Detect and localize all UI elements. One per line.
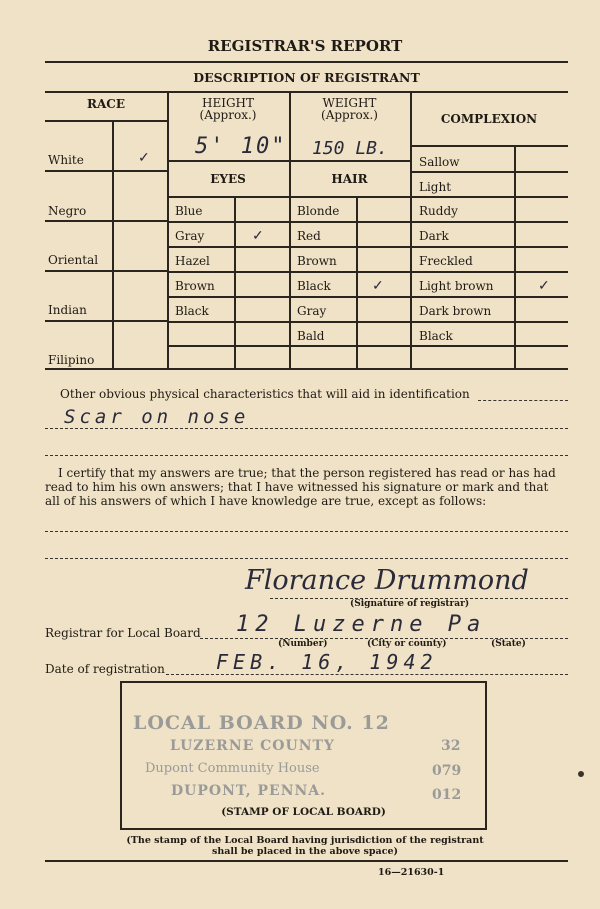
race-option-indian: Indian [48,303,87,317]
paper-blemish [578,771,584,777]
local-board-value: 12 Luzerne Pa [236,612,487,637]
stamp-line-2: LUZERNE COUNTY [170,738,335,754]
hair-option-brown: Brown [297,254,337,268]
hair-option-gray: Gray [297,304,327,318]
eyes-option-hazel: Hazel [175,254,210,268]
date-label: Date of registration [45,662,165,676]
complexion-option-black: Black [419,329,453,343]
hair-option-black: Black [297,279,331,293]
stamp-caption: (STAMP OF LOCAL BOARD) [221,806,386,818]
eyes-header: EYES [210,172,246,186]
weight-value: 150 LB. [312,138,388,159]
hair-option-bald: Bald [297,329,325,343]
stamp-note-line-2: shall be placed in the above space) [211,846,399,857]
hair-header: HAIR [331,172,368,186]
stamp-line-1: LOCAL BOARD NO. 12 [133,712,390,734]
stamp-line-3-code: 079 [432,763,462,779]
eyes-option-blue: Blue [175,204,203,218]
state-caption: (State) [491,639,526,649]
complexion-option-ruddy: Ruddy [419,204,458,218]
stamp-line-4-code: 012 [432,787,462,803]
complexion-option-light-brown: Light brown [419,279,494,293]
local-board-label: Registrar for Local Board [45,626,201,640]
other-characteristics-label: Other obvious physical characteristics that will aid in identification [60,387,470,401]
stamp-line-3: Dupont Community House [145,761,320,776]
signature-caption: (Signature of registrar) [350,599,470,609]
height-sub: (Approx.) [199,108,257,122]
stamp-line-2-code: 32 [441,738,461,754]
race-header: RACE [87,97,125,111]
eyes-option-gray: Gray [175,229,205,243]
stamp-line-4: DUPONT, PENNA. [171,783,327,799]
hair-check-icon: ✓ [372,278,384,294]
race-option-oriental: Oriental [48,253,99,267]
other-blank-line [45,455,568,456]
city-caption: (City or county) [367,639,447,649]
eyes-check-icon: ✓ [252,228,264,244]
race-option-white: White [48,153,84,167]
race-check-icon: ✓ [138,150,150,166]
registrar-signature: Florance Drummond [245,565,529,596]
hair-option-red: Red [297,229,321,243]
certify-line-3: all of his answers of which I have knowledge are true, except as follows: [45,494,487,508]
form-number: 16—21630-1 [378,867,445,878]
height-value: 5' 10" [195,134,287,159]
eyes-option-brown: Brown [175,279,215,293]
complexion-option-sallow: Sallow [419,155,460,169]
complexion-option-dark: Dark [419,229,449,243]
title-rule [45,61,568,63]
date-value: FEB. 16, 1942 [216,650,438,674]
page-title: REGISTRAR'S REPORT [207,37,403,55]
weight-header: WEIGHT [322,96,377,110]
other-label-leader [478,400,568,401]
weight-sub: (Approx.) [321,108,378,122]
description-title: DESCRIPTION OF REGISTRANT [193,70,420,85]
footer-rule [45,860,568,862]
other-value-line [45,428,568,429]
date-line [166,674,568,675]
number-caption: (Number) [278,639,328,649]
complexion-option-light: Light [419,180,452,194]
complexion-option-freckled: Freckled [419,254,473,268]
other-characteristics-value: Scar on nose [64,406,250,428]
certify-line-1: I certify that my answers are true; that the person registered has read or has had [58,466,556,480]
stamp-note-line-1: (The stamp of the Local Board having jurisdiction of the registrant [126,835,484,846]
hair-option-blonde: Blonde [297,204,340,218]
eyes-option-black: Black [175,304,209,318]
complexion-option-dark-brown: Dark brown [419,304,492,318]
complexion-check-icon: ✓ [538,278,550,294]
race-option-filipino: Filipino [48,353,95,367]
exceptions-line-2 [45,558,568,559]
race-option-negro: Negro [48,204,87,218]
exceptions-line-1 [45,531,568,532]
height-header: HEIGHT [201,96,255,110]
complexion-header: COMPLEXION [440,112,538,126]
certify-line-2: read to him his own answers; that I have witnessed his signature or mark and that [45,480,549,494]
